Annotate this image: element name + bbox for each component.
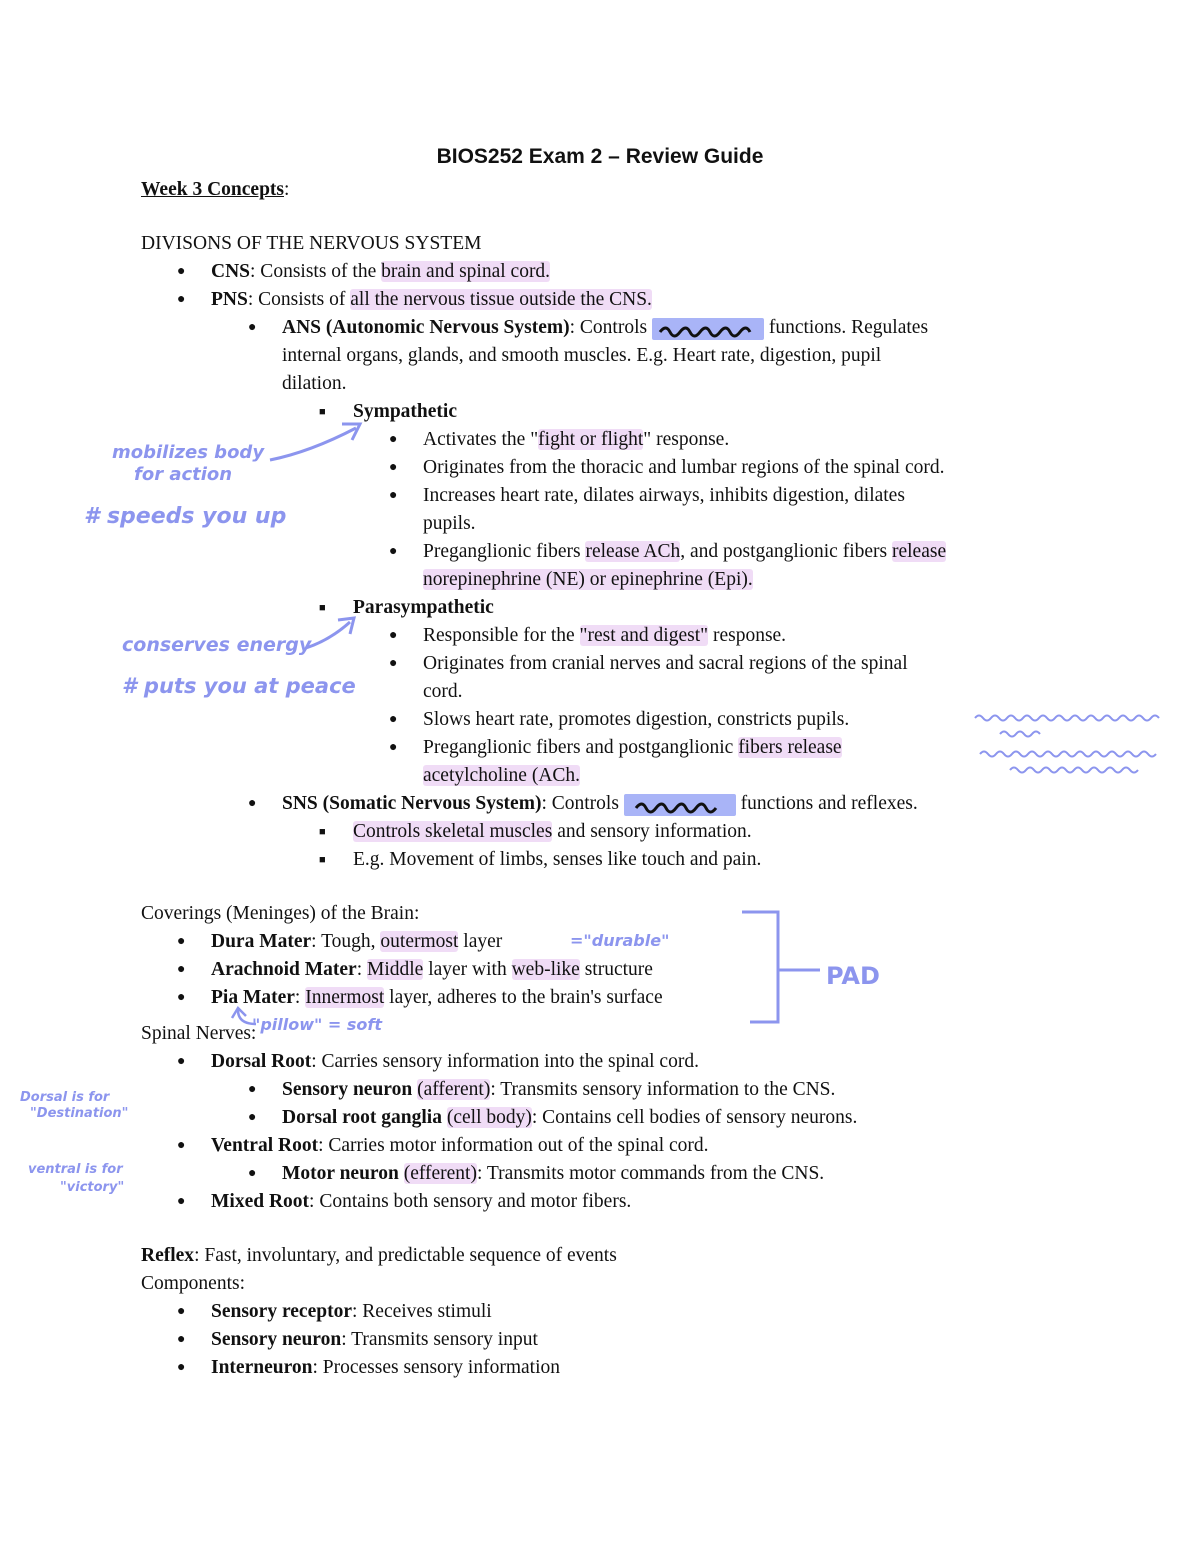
reflex-definition: Reflex: Fast, involuntary, and predictable sequence of events	[141, 1245, 617, 1266]
list-item: ● Originates from cranial nerves and sacral regions of the spinal	[389, 653, 908, 674]
document-body: Week 3 Concepts: DIVISONS OF THE NERVOUS SYSTEM ● CNS: Consists of the brain and spinal cord. ● PNS: Consists of all the nervous tissue outside the CNS. ● ANS (Autonomic Nervous System): Controls functions. Regulates internal organs, glands, and smooth muscles. E.g. Heart rate, digestion, pupil dilation. ■ Sympathetic ● Activates the "fight or flight" response. ● Originates from the thoracic and lumbar regions of the spinal cord. ● Increases heart rate, dilates airways, inhibits digestion, dilates pupils. ● Preganglionic fibers release ACh, and postganglionic fibers release norepinephrine (NE) or epinephrine (Epi). ■ Parasympathetic ● Responsible for the "rest and digest" response. ● Originates from cranial nerves and sacral regions of the spinal cord. ● Slows heart rate, promotes digestion, constricts pupils. ● Preganglionic fibers and postganglionic fibers release acetylcholine (ACh. ● SNS (Somatic Nervous System): Controls functions and reflexes. ■ Controls skeletal muscles and sensory information. ■ E.g. Movement of limbs, senses like touch and pain. Coverings (Meninges) of the Brain: ● Dura Mater: Tough, outermost layer ● Arachnoid Mater: Middle layer with web-like structure ● Pia Mater: Innermost layer, adheres to the brain's surface Spinal Nerves: ● Dorsal Root: Carries sensory information into the spinal cord. ● Sensory neuron (afferent): Transmits sensory information to the CNS. ● Dorsal root ganglia (cell body): Contains cell bodies of sensory neurons. ● Ventral Root: Carries motor information out of the spinal cord. ● Motor neuron (efferent): Transmits motor commands from the CNS. ● Mixed Root: Contains both sensory and motor fibers. Reflex: Fast, involuntary, and predictable sequence of events Components: ● Sensory receptor: Receives stimuli ● Sensory neuron: Transmits sensory input ● Interneuron: Processes sensory information	[141, 176, 1101, 1382]
components-heading: Components:	[141, 1273, 246, 1294]
note-dorsal-1: Dorsal is for	[20, 1090, 110, 1105]
note-ventral-2: "victory"	[60, 1180, 125, 1195]
note-puts-peace: # puts you at peace	[122, 674, 356, 698]
list-item-dura: ● Dura Mater: Tough, outermost layer	[177, 931, 503, 952]
note-mobilizes: mobilizes body	[112, 442, 265, 463]
divisions-heading: DIVISONS OF THE NERVOUS SYSTEM	[141, 233, 482, 254]
note-pad: PAD	[826, 962, 880, 990]
sympathetic-heading: ■ Sympathetic	[319, 401, 457, 422]
list-item-pns: ● PNS: Consists of all the nervous tissue outside the CNS.	[177, 289, 652, 310]
list-item-motor: ● Motor neuron (efferent): Transmits motor commands from the CNS.	[248, 1163, 825, 1184]
list-item-ganglia: ● Dorsal root ganglia (cell body): Contains cell bodies of sensory neurons.	[248, 1107, 858, 1128]
note-for-action: for action	[134, 464, 233, 485]
spinal-heading: Spinal Nerves:	[141, 1023, 257, 1044]
note-durable: ="durable"	[570, 931, 670, 950]
voluntary-scribble-highlight	[624, 794, 736, 816]
list-item-interneuron: ● Interneuron: Processes sensory information	[177, 1357, 560, 1378]
list-item-sns: ● SNS (Somatic Nervous System): Controls functions and reflexes.	[248, 793, 918, 814]
parasympathetic-heading: ■ Parasympathetic	[319, 597, 494, 618]
list-item-arachnoid: ● Arachnoid Mater: Middle layer with web-like structure	[177, 959, 653, 980]
list-item: ■ E.g. Movement of limbs, senses like touch and pain.	[319, 849, 762, 870]
list-item-pia: ● Pia Mater: Innermost layer, adheres to the brain's surface	[177, 987, 663, 1008]
note-dorsal-2: "Destination"	[30, 1106, 129, 1121]
list-item-sensory: ● Sensory neuron (afferent): Transmits sensory information to the CNS.	[248, 1079, 836, 1100]
list-item-ventral: ● Ventral Root: Carries motor information out of the spinal cord.	[177, 1135, 709, 1156]
list-item: ● Responsible for the "rest and digest" response.	[389, 625, 787, 646]
list-item: ■ Controls skeletal muscles and sensory information.	[319, 821, 752, 842]
list-item: ● Preganglionic fibers and postganglionic fibers release	[389, 737, 842, 758]
note-pillow: "pillow" = soft	[252, 1015, 383, 1034]
week-heading: Week 3 Concepts	[141, 179, 284, 200]
list-item-ans: ● ANS (Autonomic Nervous System): Controls functions. Regulates	[248, 317, 929, 338]
list-item: ● Preganglionic fibers release ACh, and postganglionic fibers release	[389, 541, 947, 562]
note-ventral-1: ventral is for	[28, 1162, 123, 1177]
list-item-dorsal: ● Dorsal Root: Carries sensory information into the spinal cord.	[177, 1051, 699, 1072]
page-title: BIOS252 Exam 2 – Review Guide	[436, 145, 764, 168]
list-item: ● Activates the "fight or flight" response.	[389, 429, 730, 450]
note-conserves: conserves energy	[122, 634, 312, 656]
list-item-sensory-neuron: ● Sensory neuron: Transmits sensory input	[177, 1329, 538, 1350]
list-item: ● Slows heart rate, promotes digestion, constricts pupils.	[389, 709, 850, 730]
involuntary-scribble-highlight	[652, 318, 764, 340]
list-item-mixed: ● Mixed Root: Contains both sensory and motor fibers.	[177, 1191, 632, 1212]
meninges-heading: Coverings (Meninges) of the Brain:	[141, 903, 420, 924]
list-item: ● Increases heart rate, dilates airways, inhibits digestion, dilates	[389, 485, 905, 506]
week-heading-line: Week 3 Concepts:	[141, 179, 290, 200]
list-item: ● Originates from the thoracic and lumbar regions of the spinal cord.	[389, 457, 945, 478]
note-speeds-up: # speeds you up	[84, 504, 287, 529]
list-item-receptor: ● Sensory receptor: Receives stimuli	[177, 1301, 492, 1322]
list-item-cns: ● CNS: Consists of the brain and spinal cord.	[177, 261, 551, 282]
